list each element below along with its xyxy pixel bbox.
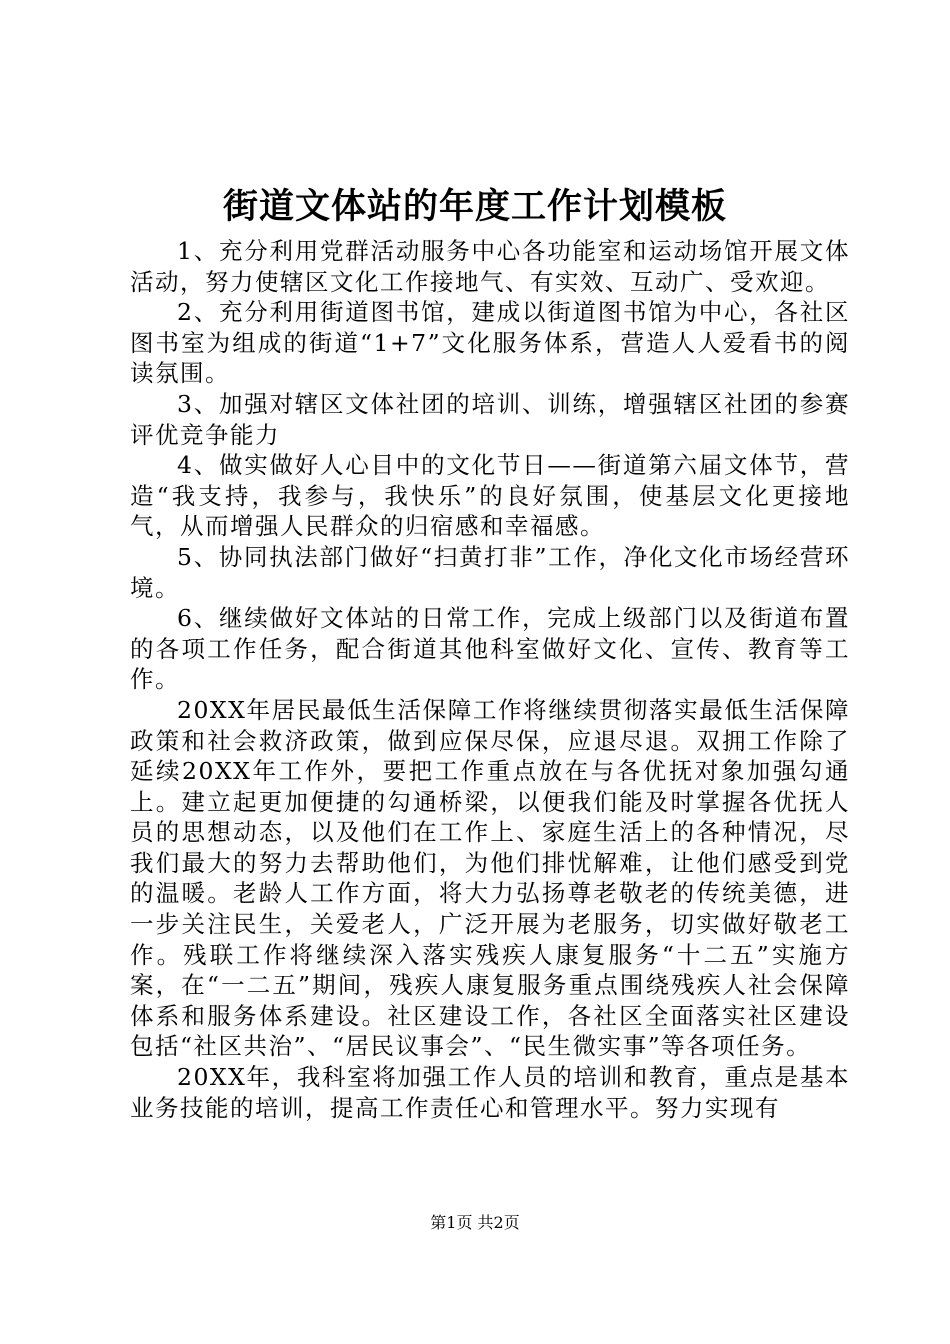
paragraph-6: 6、继续做好文体站的日常工作，完成上级部门以及街道布置的各项工作任务，配合街道其他科室做好文化、宣传、教育等工作。 <box>130 604 850 694</box>
paragraph-2: 2、充分利用街道图书馆，建成以街道图书馆为中心，各社区图书室为组成的街道“1+7”文化服务体系，营造人人爱看书的阅读氛围。 <box>130 298 850 388</box>
paragraph-7: 20XX年居民最低生活保障工作将继续贯彻落实最低生活保障政策和社会救济政策，做到应保尽保，应退尽退。双拥工作除了延续20XX年工作外，要把工作重点放在与各优抚对象加强勾通上。建立起更加便捷的勾通桥梁，以便我们能及时掌握各优抚人员的思想动态，以及他们在工作上、家庭生活上的各种情况，尽我们最大的努力去帮助他们，为他们排忧解难，让他们感受到党的温暖。老龄人工作方面，将大力弘扬尊老敬老的传统美德，进一步关注民生，关爱老人，广泛开展为老服务，切实做好敬老工作。残联工作将继续深入落实残疾人康复服务“十二五”实施方案，在“一二五”期间，残疾人康复服务重点围绕残疾人社会保障体系和服务体系建设。社区建设工作，各社区全面落实社区建设包括“社区共治”、“居民议事会”、“民生微实事”等各项任务。 <box>130 695 850 1061</box>
paragraph-1: 1、充分利用党群活动服务中心各功能室和运动场馆开展文体活动，努力使辖区文化工作接地气、有实效、互动广、受欢迎。 <box>130 237 850 296</box>
document-title: 街道文体站的年度工作计划模板 <box>222 186 727 227</box>
page-footer: 第1页 共2页 <box>430 1213 520 1232</box>
paragraph-3: 3、加强对辖区文体社团的培训、训练，增强辖区社团的参赛评优竞争能力 <box>130 389 850 449</box>
paragraph-5: 5、协同执法部门做好“扫黄打非”工作，净化文化市场经营环境。 <box>130 542 850 602</box>
paragraph-8: 20XX年，我科室将加强工作人员的培训和教育，重点是基本业务技能的培训，提高工作责任心和管理水平。努力实现有 <box>130 1063 850 1122</box>
paragraph-4: 4、做实做好人心目中的文化节日——街道第六届文体节，营造“我支持，我参与，我快乐”的良好氛围，使基层文化更接地气，从而增强人民群众的归宿感和幸福感。 <box>130 451 850 541</box>
document-body <box>130 236 850 1123</box>
